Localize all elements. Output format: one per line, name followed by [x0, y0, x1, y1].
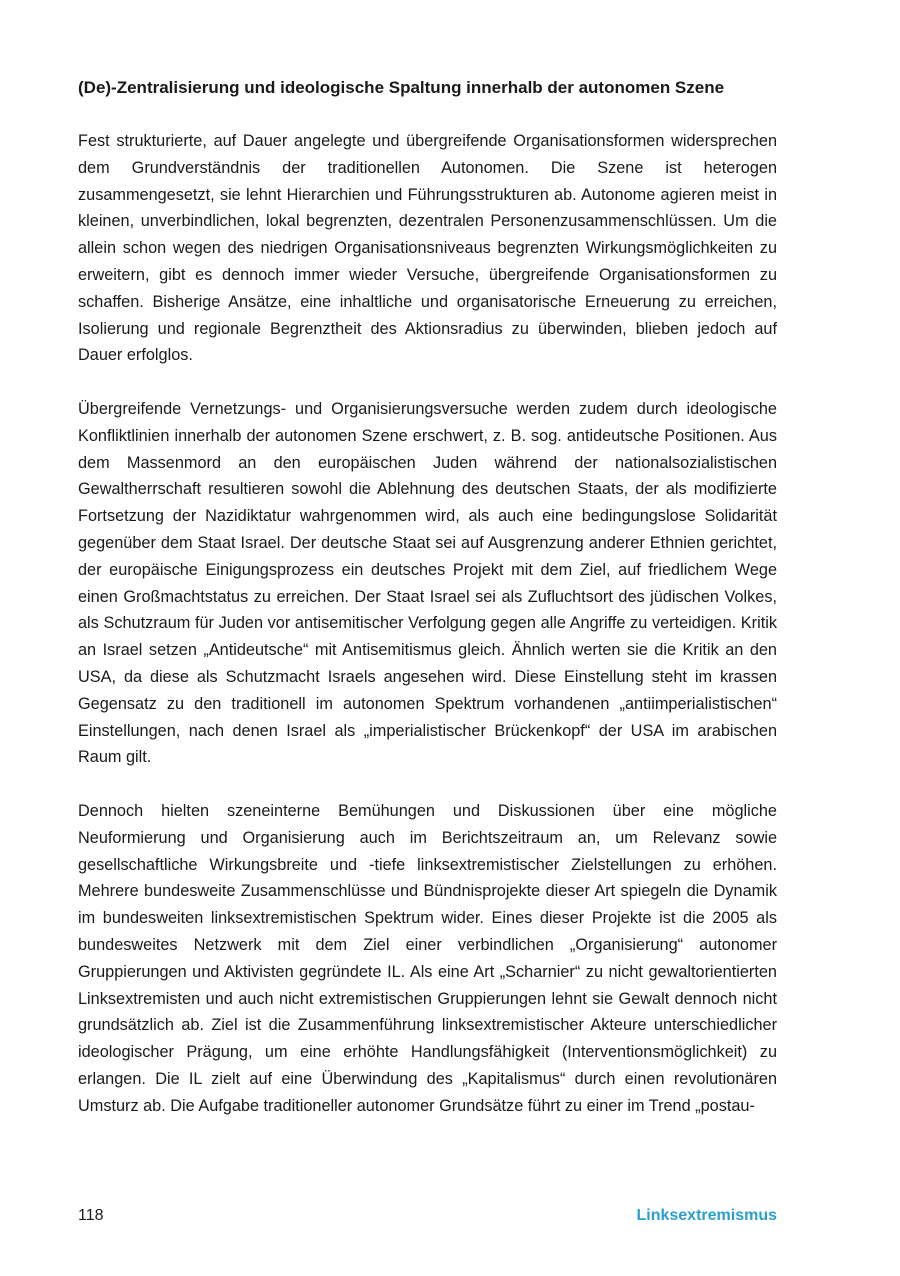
paragraph-3: Dennoch hielten szeneinterne Bemühungen und Diskussionen über eine mögliche Neuformierung und Organisierung auch im Berichtszeitraum an, um Relevanz sowie gesellschaftliche Wirkungsbreite und -tiefe linksextremistischer Zielstellungen zu erhöhen. Mehrere bundesweite Zusammenschlüsse und Bündnisprojekte dieser Art spiegeln die Dynamik im bundesweiten linksextremistischen Spektrum wider. Eines dieser Projekte ist die 2005 als bundesweites Netzwerk mit dem Ziel einer verbindlichen „Organisierung“ autonomer Gruppierungen und Aktivisten gegründete IL. Als eine Art „Scharnier“ zu nicht gewaltorientierten Linksextremisten und auch nicht extremistischen Gruppierungen lehnt sie Gewalt dennoch nicht grundsätzlich ab. Ziel ist die Zusammenführung linksextremistischer Akteure unterschiedlicher ideologischer Prägung, um eine erhöhte Handlungsfähigkeit (Interventionsmöglichkeit) zu erlangen. Die IL zielt auf eine Überwindung des „Kapitalismus“ durch einen revolutionären Umsturz ab. Die Aufgabe traditioneller autonomer Grundsätze führt zu einer im Trend „postau-	[78, 801, 777, 1115]
body-text	[78, 128, 777, 1146]
page-number: 118	[78, 1207, 104, 1224]
paragraph-2: Übergreifende Vernetzungs- und Organisierungsversuche werden zudem durch ideologische Konfliktlinien innerhalb der autonomen Szene erschwert, z. B. sog. antideutsche Positionen. Aus dem Massenmord an den europäischen Juden während der nationalsozialistischen Gewaltherrschaft resultieren sowohl die Ablehnung des deutschen Staats, der als modifizierte Fortsetzung der Nazidiktatur wahrgenommen wird, als auch eine bedingungslose Solidarität gegenüber dem Staat Israel. Der deutsche Staat sei auf Ausgrenzung anderer Ethnien gerichtet, der europäische Einigungsprozess ein deutsches Projekt mit dem Ziel, auf friedlichem Wege einen Großmachtstatus zu erreichen. Der Staat Israel sei als Zufluchtsort des jüdischen Volkes, als Schutzraum für Juden vor antisemitischer Verfolgung gegen alle Angriffe zu verteidigen. Kritik an Israel setzen „Antideutsche“ mit Antisemitismus gleich. Ähnlich werten sie die Kritik an den USA, da diese als Schutzmacht Israels angesehen wird. Diese Einstellung steht im krassen Gegensatz zu den traditionell im autonomen Spektrum vorhandenen „antiimperialistischen“ Einstellungen, nach denen Israel als „imperialistischer Brückenkopf“ der USA im arabischen Raum gilt.	[78, 399, 777, 767]
footer-section-title: Linksextremismus	[636, 1207, 777, 1224]
paragraph-1: Fest strukturierte, auf Dauer angelegte und übergreifende Organisationsformen widersprechen dem Grundverständnis der traditionellen Autonomen. Die Szene ist heterogen zusammengesetzt, sie lehnt Hierarchien und Führungsstrukturen ab. Autonome agieren meist in kleinen, unverbindlichen, lokal begrenzten, dezentralen Personenzusammenschlüssen. Um die allein schon wegen des niedrigen Organisationsniveaus begrenzten Wirkungsmöglichkeiten zu erweitern, gibt es dennoch immer wieder Versuche, übergreifende Organisationsformen zu schaffen. Bisherige Ansätze, eine inhaltliche und organisatorische Erneuerung zu erreichen, Isolierung und regionale Begrenztheit des Aktionsradius zu überwinden, blieben jedoch auf Dauer erfolglos.	[78, 132, 777, 365]
section-heading: (De)-Zentralisierung und ideologische Spaltung innerhalb der autonomen Szene	[78, 78, 725, 97]
